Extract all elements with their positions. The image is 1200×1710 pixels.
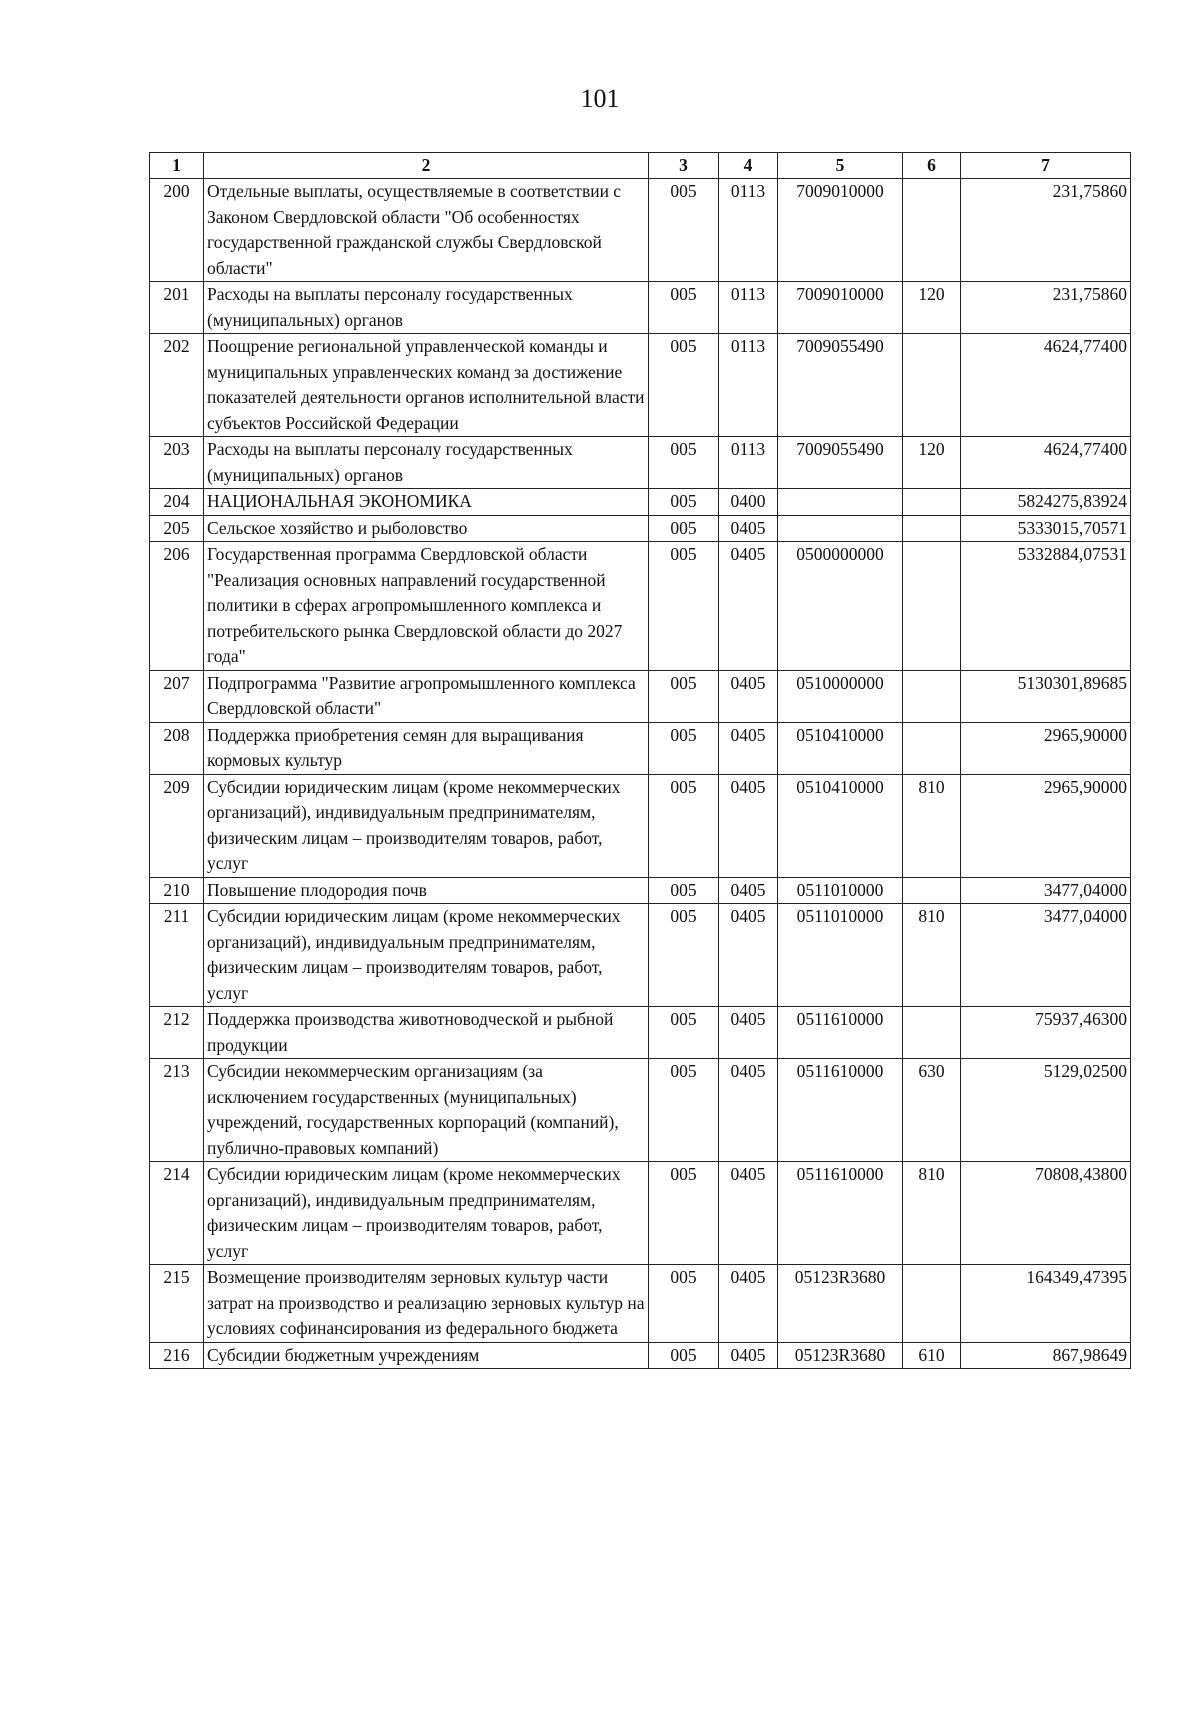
header-col-3: 3 [649, 153, 719, 179]
row-section-code-cell: 0405 [719, 722, 778, 774]
header-col-1: 1 [150, 153, 204, 179]
row-amount-cell: 164349,47395 [961, 1265, 1131, 1343]
row-section-code-cell: 0405 [719, 1342, 778, 1369]
table-row [150, 542, 1131, 671]
row-expense-type-cell [903, 722, 961, 774]
row-expense-type-cell: 120 [903, 282, 961, 334]
table-row [150, 334, 1131, 437]
row-amount-cell: 231,75860 [961, 282, 1131, 334]
row-expense-type-cell [903, 515, 961, 542]
row-name-cell: НАЦИОНАЛЬНАЯ ЭКОНОМИКА [204, 489, 649, 516]
row-name-cell: Поддержка приобретения семян для выращивания кормовых культур [204, 722, 649, 774]
row-amount-cell: 867,98649 [961, 1342, 1131, 1369]
row-name-cell: Государственная программа Свердловской области "Реализация основных направлений государственной политики в сферах агропромышленного комплекса и потребительского рынка Свердловской области до 2027 года" [204, 542, 649, 671]
row-admin-code-cell: 005 [649, 877, 719, 904]
row-admin-code-cell: 005 [649, 670, 719, 722]
row-amount-cell: 3477,04000 [961, 904, 1131, 1007]
table-row [150, 670, 1131, 722]
row-number-cell: 214 [150, 1162, 204, 1265]
row-target-code-cell: 0511010000 [778, 904, 903, 1007]
row-admin-code-cell: 005 [649, 334, 719, 437]
row-expense-type-cell: 120 [903, 437, 961, 489]
row-target-code-cell: 7009010000 [778, 179, 903, 282]
row-section-code-cell: 0405 [719, 774, 778, 877]
row-admin-code-cell: 005 [649, 179, 719, 282]
row-amount-cell: 5333015,70571 [961, 515, 1131, 542]
row-target-code-cell [778, 515, 903, 542]
row-number-cell: 212 [150, 1007, 204, 1059]
row-target-code-cell: 05123R3680 [778, 1342, 903, 1369]
row-expense-type-cell [903, 877, 961, 904]
row-name-cell: Субсидии юридическим лицам (кроме некоммерческих организаций), индивидуальным предпринимателям, физическим лицам – производителям товаров, работ, услуг [204, 1162, 649, 1265]
table-row [150, 282, 1131, 334]
row-section-code-cell: 0400 [719, 489, 778, 516]
row-amount-cell: 5332884,07531 [961, 542, 1131, 671]
row-amount-cell: 70808,43800 [961, 1162, 1131, 1265]
table-row [150, 1265, 1131, 1343]
row-amount-cell: 5824275,83924 [961, 489, 1131, 516]
row-expense-type-cell [903, 334, 961, 437]
row-number-cell: 206 [150, 542, 204, 671]
row-number-cell: 204 [150, 489, 204, 516]
header-row [150, 153, 1131, 179]
row-amount-cell: 231,75860 [961, 179, 1131, 282]
row-amount-cell: 4624,77400 [961, 334, 1131, 437]
row-number-cell: 211 [150, 904, 204, 1007]
row-number-cell: 203 [150, 437, 204, 489]
row-expense-type-cell: 610 [903, 1342, 961, 1369]
row-expense-type-cell: 810 [903, 1162, 961, 1265]
row-number-cell: 200 [150, 179, 204, 282]
row-number-cell: 209 [150, 774, 204, 877]
row-target-code-cell: 7009055490 [778, 437, 903, 489]
table-row [150, 774, 1131, 877]
row-number-cell: 207 [150, 670, 204, 722]
row-section-code-cell: 0405 [719, 1007, 778, 1059]
row-section-code-cell: 0113 [719, 282, 778, 334]
row-section-code-cell: 0405 [719, 1265, 778, 1343]
row-name-cell: Расходы на выплаты персоналу государственных (муниципальных) органов [204, 282, 649, 334]
row-admin-code-cell: 005 [649, 1059, 719, 1162]
row-number-cell: 202 [150, 334, 204, 437]
row-target-code-cell: 0510000000 [778, 670, 903, 722]
row-name-cell: Субсидии юридическим лицам (кроме некоммерческих организаций), индивидуальным предпринимателям, физическим лицам – производителям товаров, работ, услуг [204, 904, 649, 1007]
row-number-cell: 216 [150, 1342, 204, 1369]
row-target-code-cell: 0511610000 [778, 1162, 903, 1265]
row-section-code-cell: 0405 [719, 1059, 778, 1162]
budget-table [149, 152, 1131, 1369]
row-target-code-cell: 0511010000 [778, 877, 903, 904]
row-name-cell: Субсидии юридическим лицам (кроме некоммерческих организаций), индивидуальным предпринимателям, физическим лицам – производителям товаров, работ, услуг [204, 774, 649, 877]
row-admin-code-cell: 005 [649, 774, 719, 877]
row-admin-code-cell: 005 [649, 722, 719, 774]
row-amount-cell: 2965,90000 [961, 774, 1131, 877]
row-section-code-cell: 0113 [719, 334, 778, 437]
row-section-code-cell: 0113 [719, 437, 778, 489]
row-expense-type-cell: 630 [903, 1059, 961, 1162]
row-amount-cell: 4624,77400 [961, 437, 1131, 489]
row-expense-type-cell [903, 1265, 961, 1343]
table-row [150, 437, 1131, 489]
row-name-cell: Субсидии бюджетным учреждениям [204, 1342, 649, 1369]
row-amount-cell: 3477,04000 [961, 877, 1131, 904]
header-col-2: 2 [204, 153, 649, 179]
row-admin-code-cell: 005 [649, 282, 719, 334]
row-expense-type-cell [903, 489, 961, 516]
row-target-code-cell: 0511610000 [778, 1059, 903, 1162]
table-row [150, 1059, 1131, 1162]
row-admin-code-cell: 005 [649, 489, 719, 516]
row-amount-cell: 2965,90000 [961, 722, 1131, 774]
table-body [150, 179, 1131, 1369]
table-row [150, 1007, 1131, 1059]
row-section-code-cell: 0405 [719, 542, 778, 671]
row-name-cell: Субсидии некоммерческим организациям (за исключением государственных (муниципальных) учреждений, государственных корпораций (компаний), публично-правовых компаний) [204, 1059, 649, 1162]
row-admin-code-cell: 005 [649, 1265, 719, 1343]
row-target-code-cell [778, 489, 903, 516]
row-amount-cell: 5129,02500 [961, 1059, 1131, 1162]
table-header [150, 153, 1131, 179]
row-expense-type-cell: 810 [903, 904, 961, 1007]
row-number-cell: 201 [150, 282, 204, 334]
header-col-5: 5 [778, 153, 903, 179]
row-name-cell: Расходы на выплаты персоналу государственных (муниципальных) органов [204, 437, 649, 489]
table-row [150, 877, 1131, 904]
row-admin-code-cell: 005 [649, 1007, 719, 1059]
row-admin-code-cell: 005 [649, 437, 719, 489]
row-admin-code-cell: 005 [649, 1342, 719, 1369]
row-expense-type-cell [903, 179, 961, 282]
row-number-cell: 205 [150, 515, 204, 542]
header-col-4: 4 [719, 153, 778, 179]
row-target-code-cell: 7009055490 [778, 334, 903, 437]
table-row [150, 1162, 1131, 1265]
row-number-cell: 215 [150, 1265, 204, 1343]
row-admin-code-cell: 005 [649, 904, 719, 1007]
row-admin-code-cell: 005 [649, 542, 719, 671]
row-amount-cell: 5130301,89685 [961, 670, 1131, 722]
table-row [150, 904, 1131, 1007]
row-amount-cell: 75937,46300 [961, 1007, 1131, 1059]
table-row [150, 515, 1131, 542]
row-name-cell: Сельское хозяйство и рыболовство [204, 515, 649, 542]
row-section-code-cell: 0405 [719, 670, 778, 722]
row-name-cell: Отдельные выплаты, осуществляемые в соответствии с Законом Свердловской области "Об особенностях государственной гражданской службы Свердловской области" [204, 179, 649, 282]
row-expense-type-cell: 810 [903, 774, 961, 877]
row-number-cell: 208 [150, 722, 204, 774]
row-section-code-cell: 0405 [719, 515, 778, 542]
row-expense-type-cell [903, 1007, 961, 1059]
row-expense-type-cell [903, 542, 961, 671]
row-target-code-cell: 0511610000 [778, 1007, 903, 1059]
row-name-cell: Поддержка производства животноводческой и рыбной продукции [204, 1007, 649, 1059]
table-row [150, 179, 1131, 282]
row-name-cell: Повышение плодородия почв [204, 877, 649, 904]
row-section-code-cell: 0405 [719, 877, 778, 904]
row-section-code-cell: 0405 [719, 904, 778, 1007]
row-name-cell: Подпрограмма "Развитие агропромышленного комплекса Свердловской области" [204, 670, 649, 722]
header-col-6: 6 [903, 153, 961, 179]
row-target-code-cell: 0500000000 [778, 542, 903, 671]
row-section-code-cell: 0113 [719, 179, 778, 282]
row-target-code-cell: 05123R3680 [778, 1265, 903, 1343]
row-name-cell: Возмещение производителям зерновых культур части затрат на производство и реализацию зерновых культур на условиях софинансирования из федерального бюджета [204, 1265, 649, 1343]
row-admin-code-cell: 005 [649, 1162, 719, 1265]
row-number-cell: 210 [150, 877, 204, 904]
table-row [150, 722, 1131, 774]
row-admin-code-cell: 005 [649, 515, 719, 542]
row-target-code-cell: 0510410000 [778, 722, 903, 774]
row-target-code-cell: 7009010000 [778, 282, 903, 334]
row-name-cell: Поощрение региональной управленческой команды и муниципальных управленческих команд за достижение показателей деятельности органов исполнительной власти субъектов Российской Федерации [204, 334, 649, 437]
row-target-code-cell: 0510410000 [778, 774, 903, 877]
page-number: 101 [580, 84, 620, 113]
table-row [150, 489, 1131, 516]
table-row [150, 1342, 1131, 1369]
row-expense-type-cell [903, 670, 961, 722]
row-section-code-cell: 0405 [719, 1162, 778, 1265]
header-col-7: 7 [961, 153, 1131, 179]
row-number-cell: 213 [150, 1059, 204, 1162]
